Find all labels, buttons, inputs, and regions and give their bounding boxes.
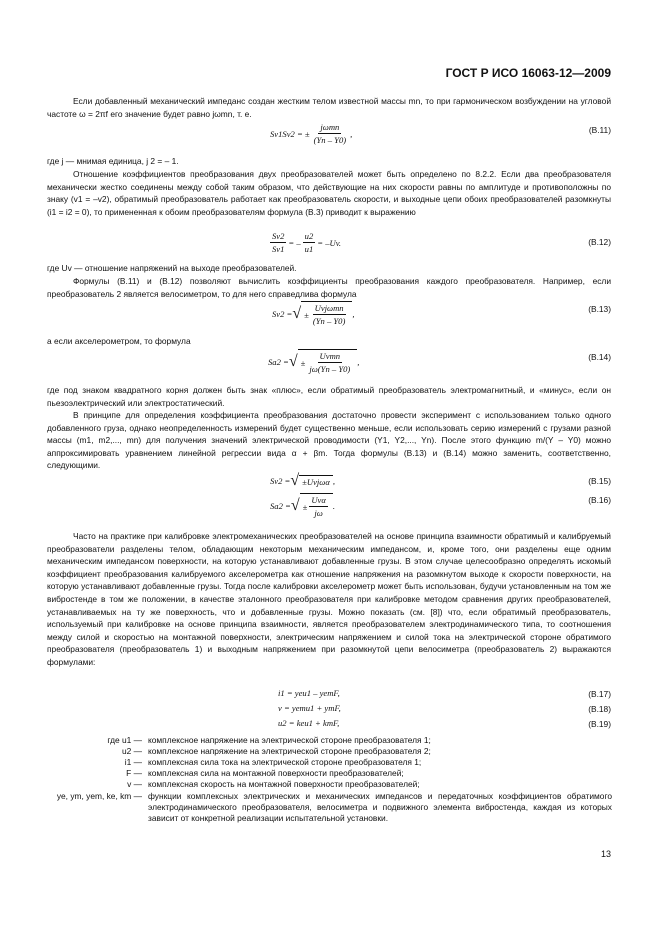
formula-b11: Sv1Sv2 = ± $\frac{\text{jωmn}}{(Yn - Y0)}$ , (270, 122, 353, 145)
formula-b14: Sa2 = √ ± $\frac{\text{Uvmn}}{j\omega(Yn - Y0)}$ , (268, 351, 360, 374)
paragraph-uv-definition: где Uv — отношение напряжений на выходе преобразователей. (47, 263, 297, 273)
formula-b17: i1 = yeu1 – yemF, (278, 688, 340, 698)
paragraph-accelerometer: а если акселерометром, то формула (47, 336, 191, 346)
formula-label-b17: (B.17) (588, 689, 611, 699)
formula-label-b11: (B.11) (588, 125, 611, 135)
formula-b15: Sv2 = √ ±Uvjωα , (270, 472, 335, 489)
formula-label-b13: (B.13) (588, 304, 611, 314)
formula-label-b15: (B.15) (588, 476, 611, 486)
definition-item: где u1 — комплексное напряжение на электрической стороне преобразователя 1; (107, 735, 431, 745)
definition-item: u2 — комплексное напряжение на электрической стороне преобразователя 2; (121, 746, 431, 756)
paragraph-added-mass: Если добавленный механический импеданс создан жестким телом известной массы mn, то при гармоническом возбуждении на угловой частоте ω = 2πf его значение будет равно jωmn, т. е. (47, 96, 611, 119)
formula-label-b12: (B.12) (588, 237, 611, 247)
formula-b12: $\frac{Sv2}{Sv1}$ = – $\frac{u2}{u1}$ = –Uv. (272, 231, 342, 254)
formula-b16: Sa2 = √ ± $\frac{\text{Uvα}}{j\omega}$ . (270, 495, 336, 518)
paragraph-reciprocity-practice: Часто на практике при калибровке электромеханических преобразователей на основе принципа взаимности обратимый и калибруемый преобразователи разделены телом, обладающим некоторым механическим импедансом, и, кроме того, они разделены еще одним механическим импедансом поверхности, на которую устанавливают добавленные грузы. В этом случае целесообразно определять искомый коэффициент преобразования калибруемого акселерометра как отношение напряжения на разомкнутом выходе к скорости поверхности, на которую устанавливают добавленные грузы. Тогда после калибровки акселерометр может быть использован, будучи установленным на том же вибростенде в том же положении, в качестве эталонного преобразователя при калибровке методом сравнения других преобразователей, устанавливаемых на ту же поверхность, что и добавленные грузы. Можно показать (см. [8]) что, если обратимый преобразователь, используемый при калибровке на основе принципа взаимности, является преобразователем электродинамического типа, то соотношения между силой и скоростью на монтажной поверхности, электрическим напряжением и силой тока на электрической стороне обратимого преобразователя (преобразователь 1) и выходным напряжением при разомкнутой цепи велосиметра (преобразователь 2) выражаются формулами: (47, 531, 611, 667)
page-number: 13 (600, 849, 611, 859)
formula-b19: u2 = keu1 + kmF, (278, 718, 340, 728)
definition-item: F — комплексная сила на монтажной поверхности преобразователей; (126, 768, 404, 778)
definition-item: i1 — комплексная сила тока на электрической стороне преобразователя 1; (124, 757, 422, 767)
paragraph-ratio-sensitivity: Отношение коэффициентов преобразования двух преобразователей может быть определено по 8.2.2. Если два преобразователя механически жестко соединены между собой таким образом, что действующие на них скорости равны по амплитуде и противоположны по знаку (v1 = –v2), обратимый преобразователь работает как преобразователь скорости, и выходные цепи обоих преобразователей разомкнуты (i1 = i2 = 0), то примененная к обоим преобразователям формула (В.3) приводит к выражению (47, 169, 611, 217)
paragraph-formulas-allow: Формулы (В.11) и (В.12) позволяют вычислить коэффициенты преобразования каждого преобразователя. Например, если преобразователь 2 является велосиметром, то для него справедлива формула (47, 276, 611, 299)
formula-label-b16: (B.16) (588, 495, 611, 505)
paragraph-sign-under-root: где под знаком квадратного корня должен быть знак «плюс», если обратимый преобразователь электромагнитный, и «минус», если он пьезоэлектрический или электростатический. (47, 385, 611, 408)
definition-item: v — комплексная скорость на монтажной поверхности преобразователей; (127, 779, 420, 789)
formula-label-b18: (B.18) (588, 704, 611, 714)
document-header-code: ГОСТ Р ИСО 16063-12—2009 (445, 66, 611, 80)
formula-label-b14: (B.14) (588, 352, 611, 362)
paragraph-regression: В принципе для определения коэффициента преобразования достаточно провести эксперимент с использованием только одного добавленного груза, однако неопределенность измерений будет существенно меньше, если использовать серию измерений с грузами разной массы (m1, m2,..., mn) для получения значений электрической проводимости (Y1, Y2,..., Yn). После этого функцию m/(Y – Y0) можно аппроксимировать уравнением линейной регрессии вида α + βm. Тогда формулы (В.13) и (В.14) можно заменить, соответственно, следующими. (47, 410, 611, 471)
formula-b13: Sv2 = √ ± $\frac{\text{Uvjωmn}}{(Yn - Y0)}$ , (272, 303, 355, 326)
formula-b18: v = yemu1 + ymF, (278, 703, 341, 713)
definition-item: ye, ym, yem, ke, km — функции комплексных электрических и механических импедансов и передаточных коэффициентов обратимого электродинамического преобразователя, велосиметра и подвижного элемента вибростенда, каждая из которых зависит от конкретной реализации испытательной установки. (56, 791, 612, 823)
formula-label-b19: (B.19) (588, 719, 611, 729)
paragraph-imaginary-unit: где j — мнимая единица, j 2 = – 1. (47, 156, 179, 166)
